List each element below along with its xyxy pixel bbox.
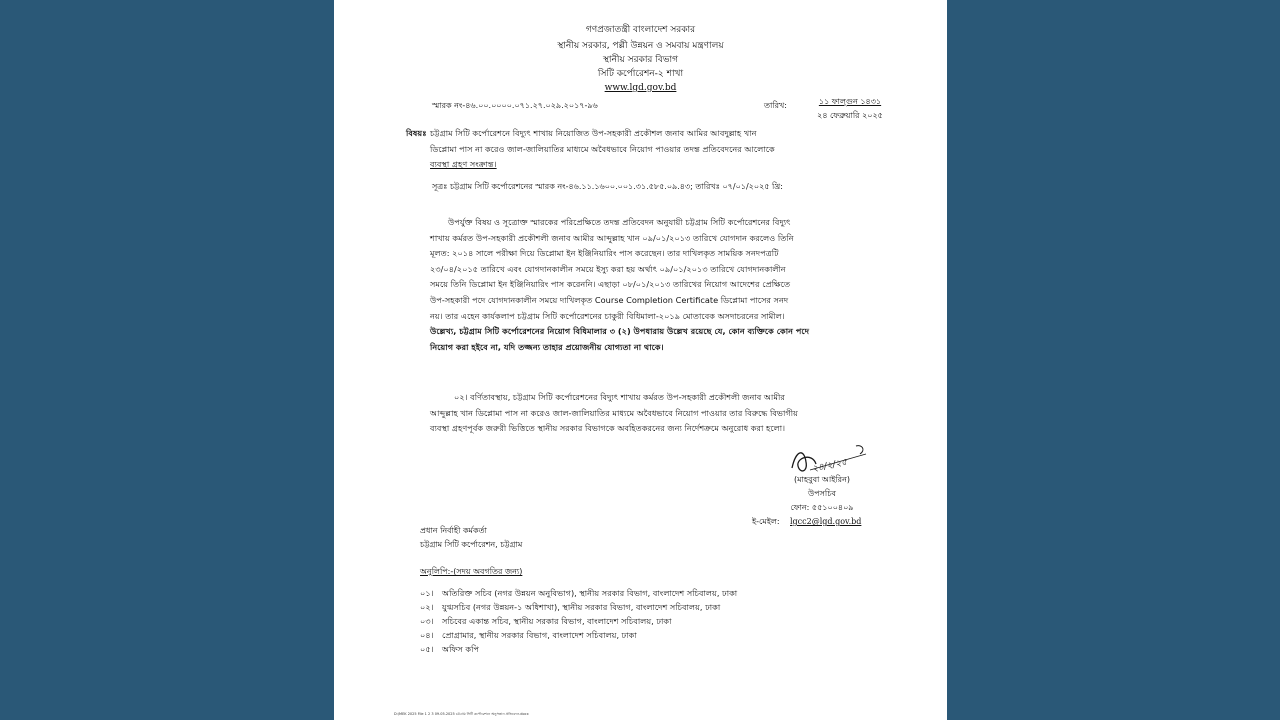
para1-bold-line: উল্লেখ্য, চট্টগ্রাম সিটি কর্পোরেশনের নিয়োগ বিধিমালার ৩ (২) উপধারায় উল্লেখ রয়েছে যে, কোন ব্যক্তিকে কোন পদে bbox=[430, 326, 810, 337]
copy-item-number: ০৩। bbox=[420, 616, 434, 626]
document-page bbox=[334, 0, 947, 720]
recipient-title: প্রধান নির্বাহী কর্মকর্তা bbox=[420, 526, 487, 535]
para1-line: ২৩/০৪/২০১৫ তারিখে এবং যোগদানকালীন সময়ে ইস্যু করা হয় অর্থাৎ ০৯/০১/২০১৩ তারিখে যোগদানকালীন bbox=[430, 263, 786, 274]
copy-item-number: ০২। bbox=[420, 602, 434, 612]
copy-item-text: অফিস কপি bbox=[442, 644, 480, 654]
subject-label: বিষয়ঃ bbox=[406, 128, 427, 138]
subject-line-3: ব্যবস্থা গ্রহণ সংক্রান্ত। bbox=[430, 159, 497, 169]
signature-date: ২৪/২/২৫ bbox=[811, 457, 849, 475]
para2-line: আব্দুল্লাহ খান ডিপ্লোমা পাস না করেও জাল-জালিয়াতির মাধ্যমে অবৈধভাবে নিয়োগ পাওয়ার তার বিরুদ্ধে বিভাগীয় bbox=[430, 407, 798, 418]
copy-item bbox=[420, 628, 737, 642]
para1-line: সময়ে তিনি ডিপ্লোমা ইন ইঞ্জিনিয়ারিং পাস করেননি। এছাড়া ০৮/০১/২০১৩ তারিখের নিয়োগ আদেশের প্রেক্ষিতে bbox=[430, 279, 791, 290]
para1-line: শাখায় কর্মরত উপ-সহকারী প্রকৌশলী জনাব আমীর আব্দুল্লাহ খান ০৯/০১/২০১৩ তারিখে যোগদান করলেও তিনি bbox=[430, 232, 794, 243]
para1-line: উপ-সহকারী পদে যোগদানকালীন সময়ে দাখিলকৃত Course Completion Certificate ডিপ্লোমা পাসের সনদ bbox=[430, 294, 789, 305]
copy-item-number: ০৪। bbox=[420, 630, 434, 640]
copies-list bbox=[420, 586, 737, 656]
copy-item-text: সচিবের একান্ত সচিব, স্থানীয় সরকার বিভাগ, বাংলাদেশ সচিবালয়, ঢাকা bbox=[442, 616, 672, 626]
header-division: স্থানীয় সরকার বিভাগ bbox=[602, 55, 679, 65]
copy-item-text: অতিরিক্ত সচিব (নগর উন্নয়ন অনুবিভাগ), স্থানীয় সরকার বিভাগ, বাংলাদেশ সচিবালয়, ঢাকা bbox=[442, 588, 738, 598]
subject-line-2: ডিপ্লোমা পাস না করেও জাল-জালিয়াতির মাধ্যমে অবৈধভাবে নিয়োগ পাওয়ার তদন্ত প্রতিবেদনের আলোকে bbox=[430, 144, 775, 154]
date-bangla: ১১ ফাল্গুন ১৪৩১ bbox=[818, 97, 882, 106]
memo-number: স্মারক নং-৪৬.০০.০০০০.০৭১.২৭.০২৯.২০১৭-৯৬ bbox=[432, 101, 598, 110]
copies-title: অনুলিপি:-(সদয় অবগতির জন্য) bbox=[420, 567, 523, 576]
signatory-designation: উপসচিব bbox=[807, 489, 836, 498]
copy-item bbox=[420, 600, 737, 614]
header-government: গণপ্রজাতন্ত্রী বাংলাদেশ সরকার bbox=[585, 25, 696, 35]
date-gregorian: ২৪ ফেব্রুয়ারি ২০২৫ bbox=[817, 111, 883, 120]
para1-bold-line: নিয়োগ করা হইবে না, যদি তজ্জন্য তাহার প্রয়োজনীয় যোগ্যতা না থাকে। bbox=[430, 341, 664, 352]
body-paragraph-2 bbox=[430, 390, 886, 437]
date-label: তারিখ: bbox=[764, 101, 787, 110]
para1-line: মূলত: ২০১৪ সালে পরীক্ষা দিয়ে ডিপ্লোমা ইন ইঞ্জিনিয়ারিং পাস করেছেন। তার দাখিলকৃত সাময়িক সনদপত্রটি bbox=[430, 248, 779, 259]
copy-item bbox=[420, 642, 737, 656]
reference-line: সূত্রঃ চট্টগ্রাম সিটি কর্পোরেশনের স্মারক নং-৪৬.১১.১৬০০.০০১.৩১.৫৮৫.০৯.৪৩; তারিখঃ ০৭/০১/২০২৫ খ্রি: bbox=[432, 182, 783, 191]
copy-item-number: ০৫। bbox=[420, 644, 434, 654]
copy-item-number: ০১। bbox=[420, 588, 434, 598]
body-paragraph-1 bbox=[430, 215, 886, 355]
para1-line: উপর্যুক্ত বিষয় ও সূত্রোক্ত স্মারকের পরিপ্রেক্ষিতে তদন্ত প্রতিবেদন অনুযায়ী চট্টগ্রাম সিটি কর্পোরেশনের বিদ্যুৎ bbox=[448, 217, 791, 227]
footer-file-path: D:\MEK 2025 File 1 2 3 09.05.2025 চট্টগ্রাম সিটি কর্পোরেশনে অনুসন্ধান প্রতিবেদন.docx bbox=[394, 712, 529, 716]
para2-line: ব্যবস্থা গ্রহণপূর্বক জরুরী ভিত্তিতে স্থানীয় সরকার বিভাগকে অবহিতকরনের জন্য নির্দেশক্রমে অনুরোধ করা হলো। bbox=[430, 423, 786, 434]
header-ministry: স্থানীয় সরকার, পল্লী উন্নয়ন ও সমবায় মন্ত্রণালয় bbox=[557, 41, 724, 51]
header-website-link[interactable]: www.lgd.gov.bd bbox=[604, 83, 677, 93]
header-branch: সিটি কর্পোরেশন-২ শাখা bbox=[597, 69, 684, 79]
para2-line: ০২। বর্ণিতাবস্থায়, চট্টগ্রাম সিটি কর্পোরেশনের বিদ্যুৎ শাখায় কর্মরত উপ-সহকারী প্রকৌশলী জনাব আমীর bbox=[454, 392, 785, 402]
copy-item bbox=[420, 586, 737, 600]
para1-line: নয়। তার এহেন কার্যকলাপ চট্টগ্রাম সিটি কর্পোরেশনের চাকুরী বিধিমালা-২০১৯ মোতাবেক অসদাচরনের সামীল। bbox=[430, 310, 785, 321]
signatory-name: (মাহবুবা আইরিন) bbox=[794, 475, 850, 484]
email-label: ই-মেইল: bbox=[752, 517, 780, 526]
copy-item bbox=[420, 614, 737, 628]
signatory-phone: ফোন: ৫৫১০০৪০৯ bbox=[790, 503, 854, 512]
copy-item-text: প্রোগ্রামার, স্থানীয় সরকার বিভাগ, বাংলাদেশ সচিবালয়, ঢাকা bbox=[442, 630, 637, 640]
subject-line-1: চট্টগ্রাম সিটি কর্পোরেশনে বিদ্যুৎ শাখায় নিয়োজিত উপ-সহকারী প্রকৌশল জনাব আমির আবদুল্লাহ খান bbox=[430, 128, 757, 138]
email-link[interactable]: lgcc2@lgd.gov.bd bbox=[790, 517, 862, 526]
recipient-office: চট্টগ্রাম সিটি কর্পোরেশন, চট্টগ্রাম bbox=[420, 540, 523, 549]
copy-item-text: যুগ্মসচিব (নগর উন্নয়ন-১ অধিশাখা), স্থানীয় সরকার বিভাগ, বাংলাদেশ সচিবালয়, ঢাকা bbox=[442, 602, 721, 612]
